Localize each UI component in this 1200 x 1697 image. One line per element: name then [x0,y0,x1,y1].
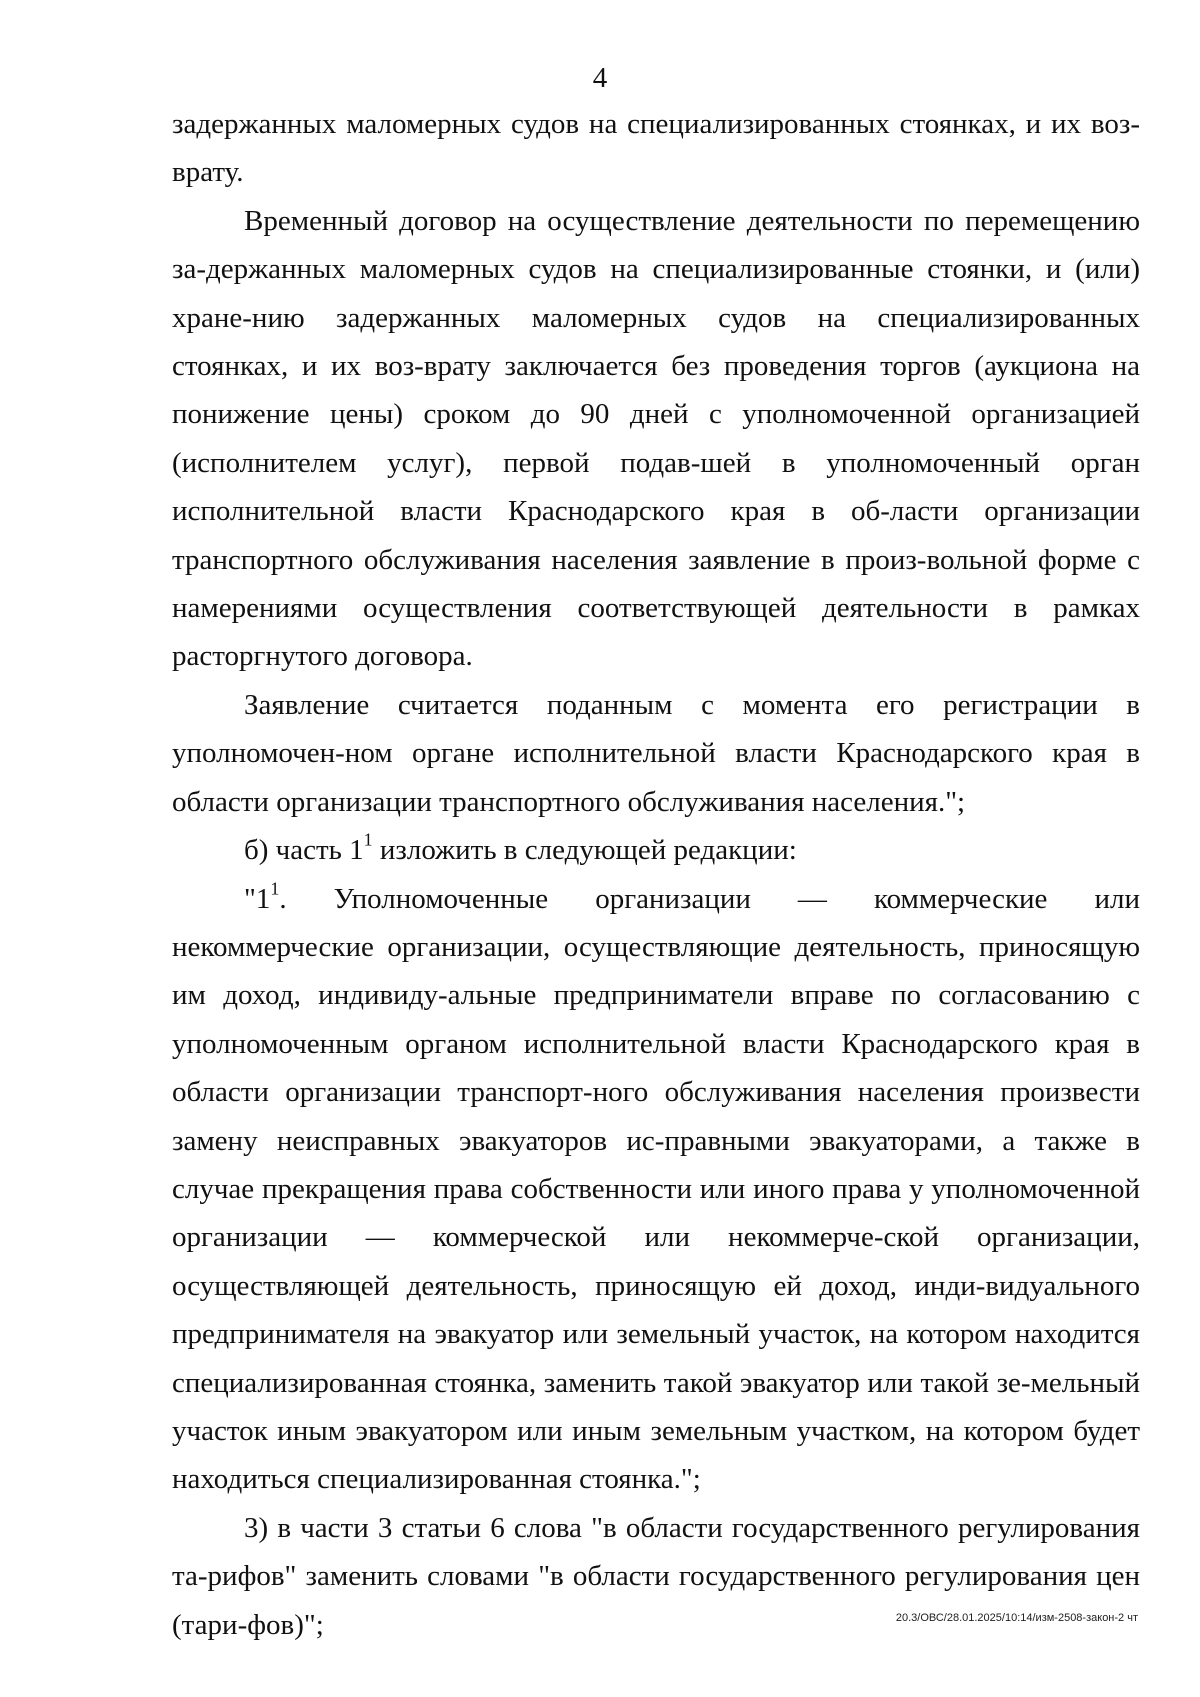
paragraph-part-1-1 [172,875,1140,1504]
paragraph-continuation: задержанных маломерных судов на специализированных стоянках, и их воз-врату. [172,108,1140,189]
document-body [172,100,1140,1649]
paragraph-amendment-b [172,826,1140,874]
paragraph-temporary-contract: Временный договор на осуществление деятельности по перемещению за-держанных маломерных судов на специализированные стоянки, и (или) хране-нию задержанных маломерных судов на специализированных стоянках, и их воз-врату заключается без проведения торгов (аукциона на понижение цены) сроком до 90 дней с уполномоченной организацией (исполнителем услуг), первой подав-шей в уполномоченный орган исполнительной власти Краснодарского края в об-ласти организации транспортного обслуживания населения заявление в произ-вольной форме с намерениями осуществления соответствующей деятельности в рамках расторгнутого договора. [172,204,1140,673]
part-1-1-after: . Уполномоченные организации — коммерческие или некоммерческие организации, осуществляющие деятельность, приносящую им доход, индивиду-альные предприниматели вправе по согласованию с уполномоченным органом исполнительной власти Краснодарского края в области организации транспорт-ного обслуживания населения произвести замену неисправных эвакуаторов ис-правными эвакуаторами, а также в случае прекращения права собственности или иного права у уполномоченной организации — коммерческой или некоммерче-ской организации, осуществляющей деятельность, приносящую ей доход, инди-видуального предпринимателя на эвакуатор или земельный участок, на котором находится специализированная стоянка, заменить такой эвакуатор или такой зе-мельный участок иным эвакуатором или иным земельным участком, на котором будет находиться специализированная стоянка."; [172,882,1140,1496]
amendment-b-superscript: 1 [363,829,373,850]
document-footer-code: 20.3/ОВС/28.01.2025/10:14/изм-2508-закон-2 чт [895,1612,1138,1624]
paragraph-application: Заявление считается поданным с момента его регистрации в уполномочен-ном органе исполнительной власти Краснодарского края в области организации транспортного обслуживания населения."; [172,688,1140,818]
page-number: 4 [592,62,608,94]
part-1-1-before: "1 [244,882,271,915]
part-1-1-superscript: 1 [270,878,280,899]
paragraph-item-3: 3) в части 3 статьи 6 слова "в области государственного регулирования та-рифов" заменить словами "в области государственного регулирования цен (тари-фов)"; [172,1511,1140,1641]
amendment-b-after: изложить в следующей редакции: [372,834,797,867]
amendment-b-before: б) часть 1 [244,834,364,867]
